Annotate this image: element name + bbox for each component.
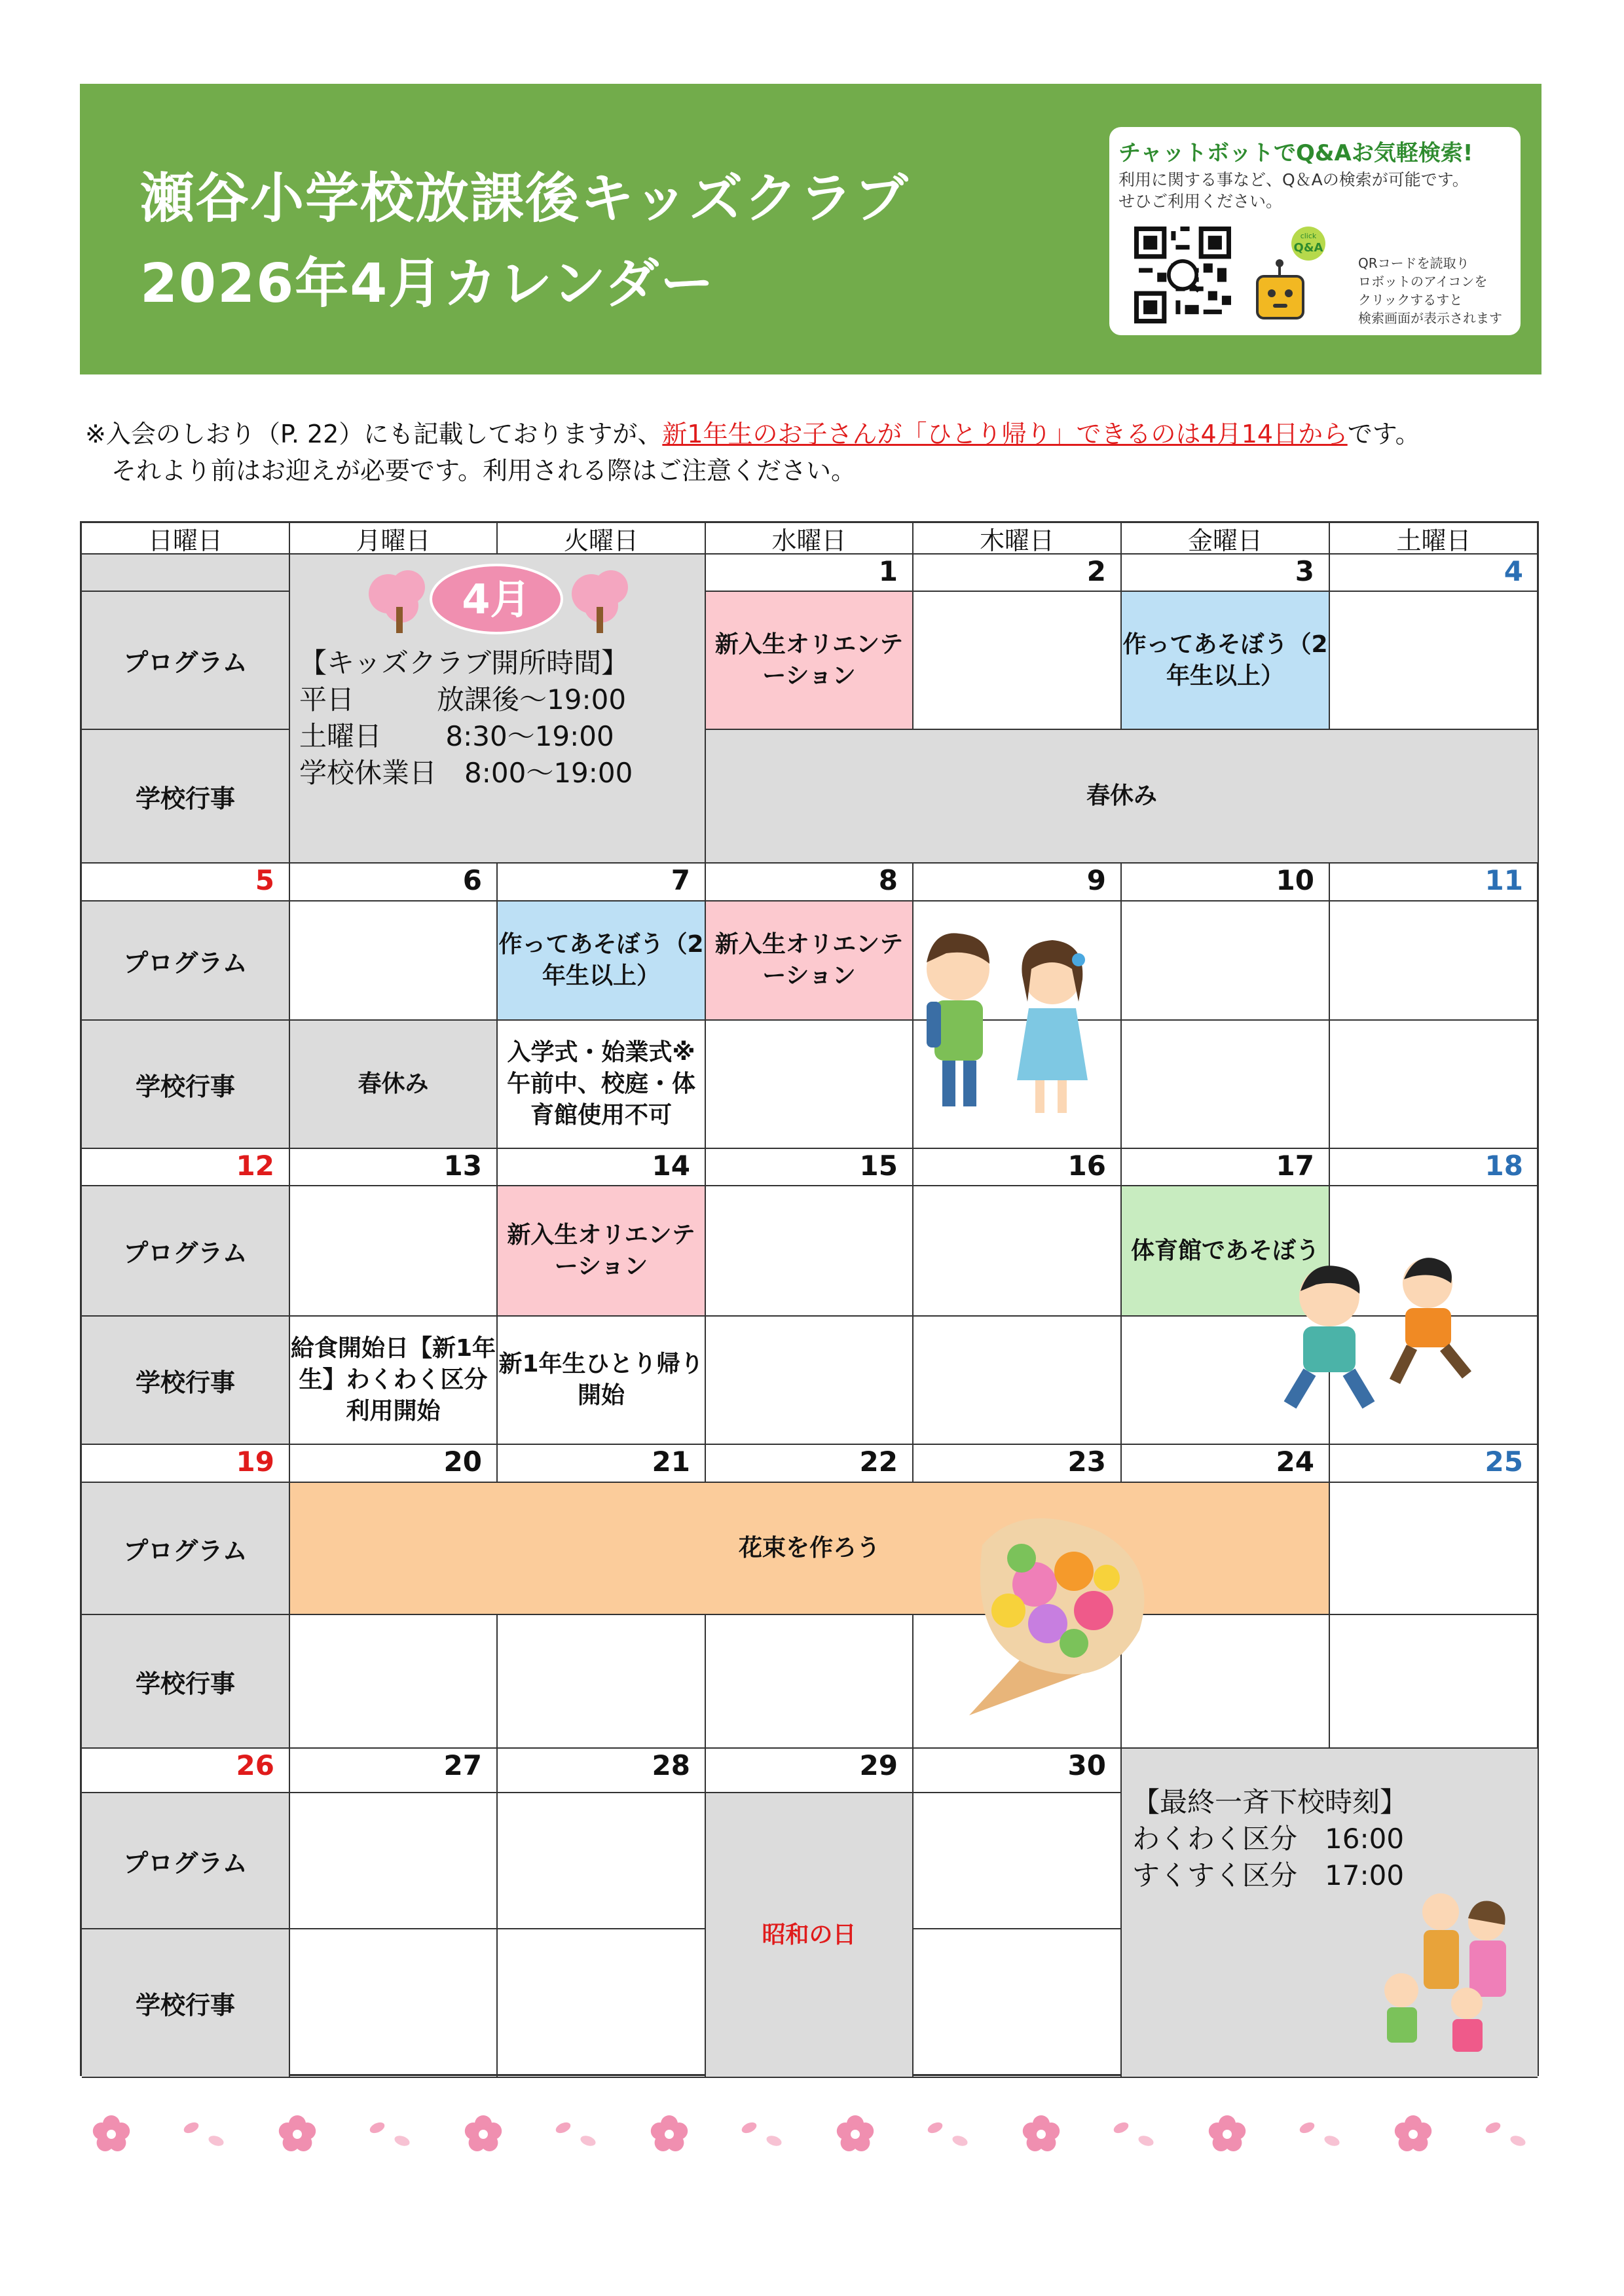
event-gym-play: 体育館であそぼう <box>1122 1186 1330 1317</box>
new-students-illustration <box>907 917 1103 1126</box>
event-orientation: 新入生オリエンテーション <box>706 592 913 730</box>
bouquet-illustration <box>943 1506 1166 1728</box>
weekday-header: 水曜日 <box>706 523 913 555</box>
empty-cell <box>498 1929 706 2078</box>
empty-cell <box>913 1186 1122 1317</box>
event-craft: 作ってあそぼう（2年生以上） <box>1122 592 1330 730</box>
date-cell[interactable]: 19 <box>82 1445 290 1483</box>
empty-cell <box>1122 1021 1330 1149</box>
date-cell[interactable]: 16 <box>913 1149 1122 1186</box>
date-cell[interactable]: 23 <box>913 1445 1122 1483</box>
event-lunch-start: 給食開始日【新1年生】わくわく区分利用開始 <box>290 1317 498 1445</box>
empty-cell <box>913 1793 1122 1929</box>
date-cell[interactable]: 27 <box>290 1749 498 1793</box>
school-row-label: 学校行事 <box>82 730 290 864</box>
date-cell[interactable]: 18 <box>1330 1149 1538 1186</box>
weekday-header: 木曜日 <box>913 523 1122 555</box>
month-badge <box>362 561 631 640</box>
header-banner <box>80 84 1541 374</box>
empty-cell <box>290 1186 498 1317</box>
date-cell[interactable]: 6 <box>290 864 498 902</box>
qr-note-line2: ロボットのアイコンを <box>1358 274 1488 289</box>
page-title: 瀬谷小学校放課後キッズクラブ <box>140 168 910 230</box>
empty-cell <box>290 1793 498 1929</box>
final-wakuwaku: わくわく区分 16:00 <box>1132 1823 1405 1855</box>
date-cell[interactable]: 24 <box>1122 1445 1330 1483</box>
empty-cell <box>913 1317 1122 1445</box>
notice-line1 <box>85 414 1420 450</box>
weekday-header: 月曜日 <box>290 523 498 555</box>
badge-qa: Q&A <box>1293 241 1323 255</box>
event-spring-break: 春休み <box>706 730 1538 864</box>
empty-cell <box>706 1317 913 1445</box>
school-row-label: 学校行事 <box>82 1317 290 1445</box>
notice-highlight: 新1年生のお子さんが「ひとり帰り」できるのは4月14日から <box>662 420 1348 448</box>
qr-note-line3: クリックするすと <box>1358 292 1463 308</box>
chatbot-desc-line1: 利用に関する事など、Q＆Aの検索が可能です。 <box>1118 170 1469 189</box>
qr-instructions <box>1358 254 1502 327</box>
date-cell[interactable]: 2 <box>913 555 1122 592</box>
date-cell[interactable]: 13 <box>290 1149 498 1186</box>
date-cell[interactable]: 26 <box>82 1749 290 1793</box>
date-cell[interactable]: 7 <box>498 864 706 902</box>
notice-text: ※入会のしおり（P. 22）にも記載しておりますが、 <box>85 420 663 448</box>
notice-text-end: です。 <box>1347 420 1420 448</box>
event-bouquet: 花束を作ろう <box>290 1483 1330 1615</box>
weekday-header: 金曜日 <box>1122 523 1330 555</box>
final-sukusuku: すくすく区分 17:00 <box>1132 1859 1405 1891</box>
qr-note-line1: QRコードを読取り <box>1358 255 1469 271</box>
empty-cell <box>1330 1483 1538 1615</box>
date-cell[interactable]: 3 <box>1122 555 1330 592</box>
date-cell[interactable]: 10 <box>1122 864 1330 902</box>
weekday-header: 日曜日 <box>82 523 290 555</box>
chatbot-desc-line2: せひご利用ください。 <box>1118 192 1283 211</box>
date-cell[interactable]: 1 <box>706 555 913 592</box>
club-hours <box>299 645 633 792</box>
final-title: 【最終一斉下校時刻】 <box>1132 1786 1408 1818</box>
final-dismissal-times <box>1132 1784 1407 1894</box>
weekday-header: 土曜日 <box>1330 523 1538 555</box>
date-cell[interactable]: 28 <box>498 1749 706 1793</box>
date-cell[interactable]: 22 <box>706 1445 913 1483</box>
family-illustration <box>1369 1886 1539 2062</box>
program-row-label: プログラム <box>82 1793 290 1929</box>
date-cell[interactable]: 8 <box>706 864 913 902</box>
hours-info-box <box>290 555 706 864</box>
empty-cell <box>1330 1021 1538 1149</box>
empty-cell <box>290 1929 498 2078</box>
date-cell[interactable]: 12 <box>82 1149 290 1186</box>
empty-date-cell <box>82 555 290 592</box>
date-cell[interactable]: 30 <box>913 1749 1122 1793</box>
date-cell[interactable]: 20 <box>290 1445 498 1483</box>
school-row-label: 学校行事 <box>82 1929 290 2078</box>
empty-cell <box>498 1615 706 1749</box>
empty-cell <box>1330 1615 1538 1749</box>
date-cell[interactable]: 5 <box>82 864 290 902</box>
running-kids-illustration <box>1283 1250 1493 1421</box>
date-cell[interactable]: 9 <box>913 864 1122 902</box>
qr-note-line4: 検索画面が表示されます <box>1358 310 1502 326</box>
empty-cell <box>1330 902 1538 1021</box>
event-orientation: 新入生オリエンテーション <box>498 1186 706 1317</box>
program-row-label: プログラム <box>82 902 290 1021</box>
page-subtitle: 2026年4月カレンダー <box>140 253 715 315</box>
event-craft: 作ってあそぼう（2年生以上） <box>498 902 706 1021</box>
qr-code-icon[interactable] <box>1134 227 1231 323</box>
date-cell[interactable]: 11 <box>1330 864 1538 902</box>
event-entrance-ceremony: 入学式・始業式※午前中、校庭・体育館使用不可 <box>498 1021 706 1149</box>
robot-icon[interactable] <box>1253 225 1345 323</box>
empty-cell <box>913 592 1122 730</box>
empty-cell <box>290 902 498 1021</box>
weekday-header: 火曜日 <box>498 523 706 555</box>
empty-cell <box>1330 592 1538 730</box>
notice-line2: それより前はお迎えが必要です。利用される際はご注意ください。 <box>111 456 856 485</box>
date-cell[interactable]: 15 <box>706 1149 913 1186</box>
month-badge-text: 4月 <box>462 575 531 623</box>
date-cell[interactable]: 4 <box>1330 555 1538 592</box>
empty-cell <box>706 1615 913 1749</box>
event-spring-break: 春休み <box>290 1021 498 1149</box>
program-row-label: プログラム <box>82 1483 290 1615</box>
empty-cell <box>290 1615 498 1749</box>
empty-cell <box>706 1021 913 1149</box>
date-cell[interactable]: 14 <box>498 1149 706 1186</box>
empty-cell <box>706 1186 913 1317</box>
date-cell[interactable]: 29 <box>706 1749 913 1793</box>
hours-saturday: 土曜日 8:30～19:00 <box>299 720 614 752</box>
hours-title: 【キッズクラブ開所時間】 <box>299 647 629 679</box>
empty-cell <box>1122 902 1330 1021</box>
cherry-blossom-border <box>92 2102 1532 2167</box>
date-cell[interactable]: 17 <box>1122 1149 1330 1186</box>
empty-cell <box>913 1929 1122 2078</box>
hours-school-holiday: 学校休業日 8:00～19:00 <box>299 757 633 789</box>
chatbot-heading: チャットボットでQ&Aお気軽検索! <box>1118 140 1473 166</box>
program-row-label: プログラム <box>82 592 290 730</box>
chatbot-description <box>1118 169 1469 212</box>
empty-cell <box>498 1793 706 1929</box>
program-row-label: プログラム <box>82 1186 290 1317</box>
event-solo-return: 新1年生ひとり帰り開始 <box>498 1317 706 1445</box>
chatbot-box[interactable] <box>1107 124 1523 338</box>
school-row-label: 学校行事 <box>82 1021 290 1149</box>
event-showa-day: 昭和の日 <box>706 1793 913 2078</box>
hours-weekday: 平日 放課後～19:00 <box>299 683 627 716</box>
event-orientation: 新入生オリエンテーション <box>706 902 913 1021</box>
school-row-label: 学校行事 <box>82 1615 290 1749</box>
date-cell[interactable]: 25 <box>1330 1445 1538 1483</box>
badge-word: click <box>1300 232 1317 240</box>
date-cell[interactable]: 21 <box>498 1445 706 1483</box>
